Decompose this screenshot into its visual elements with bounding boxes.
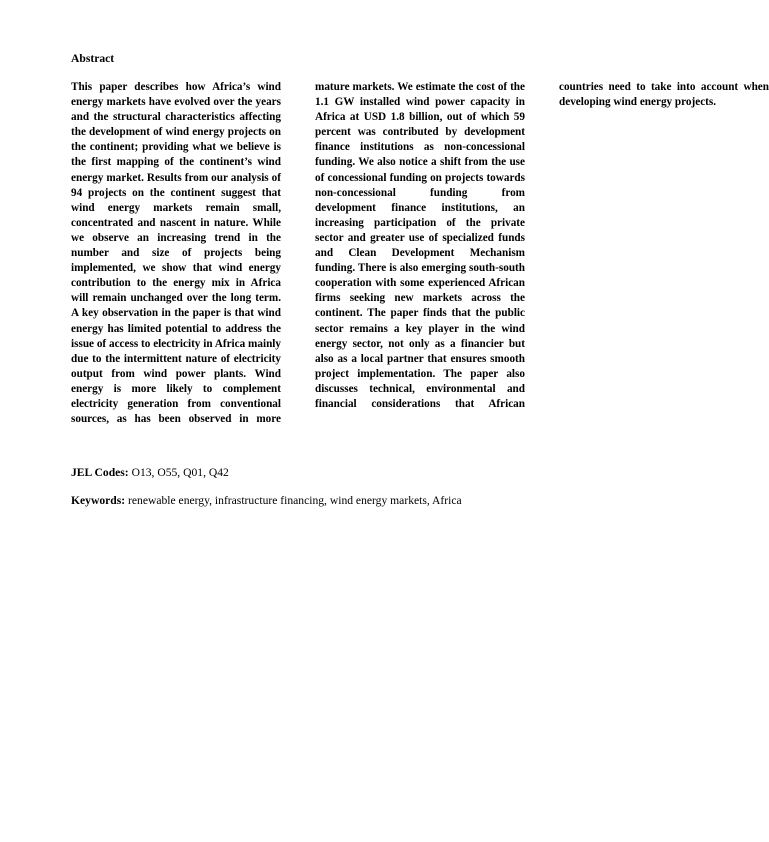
abstract-heading: Abstract	[71, 52, 115, 65]
jel-codes-line	[71, 465, 229, 480]
jel-codes-value: O13, O55, Q01, Q42	[131, 466, 229, 479]
keywords-line	[71, 493, 462, 508]
keywords-value: renewable energy, infrastructure financing, wind energy markets, Africa	[128, 494, 462, 507]
jel-codes-label: JEL Codes:	[71, 466, 129, 479]
abstract-body: This paper describes how Africa’s wind energy markets have evolved over the years and the structural characteristics affecting the development of wind energy projects on the continent; providing what we believe is the first mapping of the continent’s wind energy market. Results from our analysis of 94 projects on the continent suggest that wind energy markets remain small, concentrated and nascent in nature. While we observe an increasing trend in the number and size of projects being implemented, we show that wind energy contribution to the energy mix in Africa will remain unchanged over the long term. A key observation in the paper is that wind energy has limited potential to address the issue of access to electricity in Africa mainly due to the intermittent nature of electricity output from wind power plants. Wind energy is more likely to complement electricity generation from conventional sources, as has been observed in more mature markets. We estimate the cost of the 1.1 GW installed wind power capacity in Africa at USD 1.8 billion, out of which 59 percent was contributed by development finance institutions as non-concessional funding. We also notice a shift from the use of concessional funding on projects towards non-concessional funding from development finance institutions, an increasing participation of the private sector and greater use of specialized funds and Clean Development Mechanism funding. There is also emerging south-south cooperation with some experienced African firms seeking new markets across the continent. The paper finds that the public sector remains a key player in the wind energy sector, not only as a financier but also as a local partner that ensures smooth project implementation. The paper also discusses technical, environmental and financial considerations that African countries need to take into account when developing wind energy projects.	[71, 81, 769, 426]
keywords-label: Keywords:	[71, 494, 126, 507]
